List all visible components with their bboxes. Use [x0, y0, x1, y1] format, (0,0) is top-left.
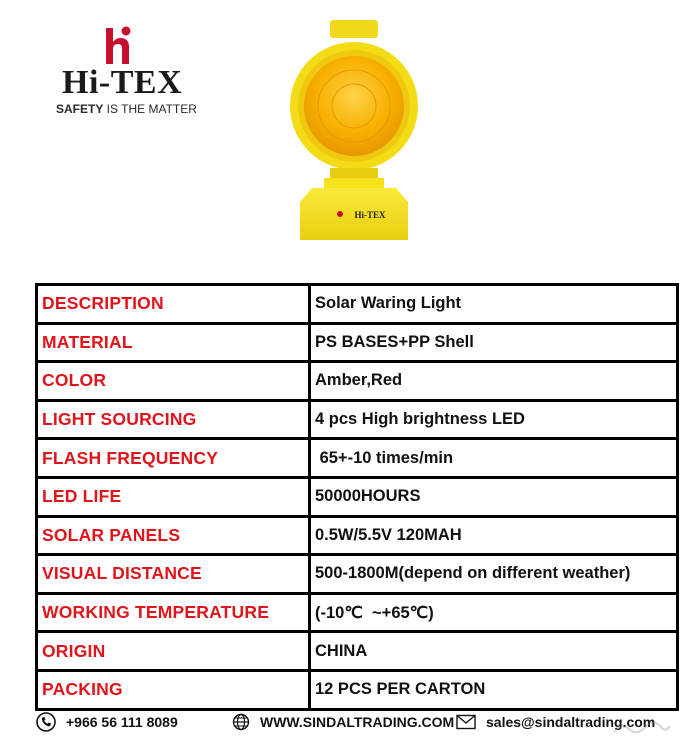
table-row [38, 518, 676, 557]
brand-tagline [56, 102, 196, 118]
phone-number: +966 56 111 8089 [66, 714, 178, 730]
spec-value: Amber,Red [315, 371, 403, 390]
website-url: WWW.SINDALTRADING.COM [260, 714, 455, 730]
spec-label: COLOR [38, 363, 311, 399]
table-row [38, 440, 676, 479]
spec-label: LIGHT SOURCING [38, 402, 311, 438]
contact-footer [36, 708, 676, 736]
spec-value: 0.5W/5.5V 120MAH [315, 525, 462, 544]
spec-value: PS BASES+PP Shell [315, 332, 474, 351]
spec-label: MATERIAL [38, 325, 311, 361]
spec-label: VISUAL DISTANCE [38, 556, 311, 592]
spec-label: WORKING TEMPERATURE [38, 595, 311, 631]
contact-phone[interactable] [36, 708, 178, 736]
spec-label: LED LIFE [38, 479, 311, 515]
globe-icon [232, 713, 250, 731]
spec-label: ORIGIN [38, 633, 311, 669]
brand-logo [56, 26, 197, 118]
table-row [38, 633, 676, 672]
table-row [38, 286, 676, 325]
tagline-rest: IS THE MATTER [103, 102, 197, 116]
spec-value: (-10℃ ~+65℃) [315, 603, 434, 622]
spec-value: 50000HOURS [315, 487, 421, 506]
spec-value: CHINA [315, 641, 368, 660]
spec-label: SOLAR PANELS [38, 518, 311, 554]
spec-value: 65+-10 times/min [315, 448, 454, 467]
table-row [38, 595, 676, 634]
spec-label: DESCRIPTION [38, 286, 311, 322]
phone-icon [36, 712, 56, 732]
table-row [38, 363, 676, 402]
spec-table [35, 283, 679, 711]
tagline-strong: SAFETY [56, 102, 104, 116]
spec-value: Solar Waring Light [315, 294, 462, 313]
spec-label: FLASH FREQUENCY [38, 440, 311, 476]
table-row [38, 402, 676, 441]
envelope-icon [456, 714, 476, 730]
hi-logo-mark [102, 26, 134, 66]
table-row [38, 325, 676, 364]
spec-value: 4 pcs High brightness LED [315, 410, 525, 429]
table-row [38, 672, 676, 708]
product-badge-text: Hi-TEX [354, 210, 386, 220]
contact-website[interactable] [232, 708, 454, 736]
solar-warning-light-image [290, 18, 418, 240]
spec-label: PACKING [38, 672, 311, 708]
watermark-logo [612, 720, 672, 736]
brand-name: Hi-TEX [62, 64, 183, 101]
table-row [38, 556, 676, 595]
spec-value: 500-1800M(depend on different weather) [315, 564, 631, 583]
spec-value: 12 PCS PER CARTON [315, 680, 486, 699]
table-row [38, 479, 676, 518]
email-address: sales@sindaltrading.com [486, 714, 656, 730]
